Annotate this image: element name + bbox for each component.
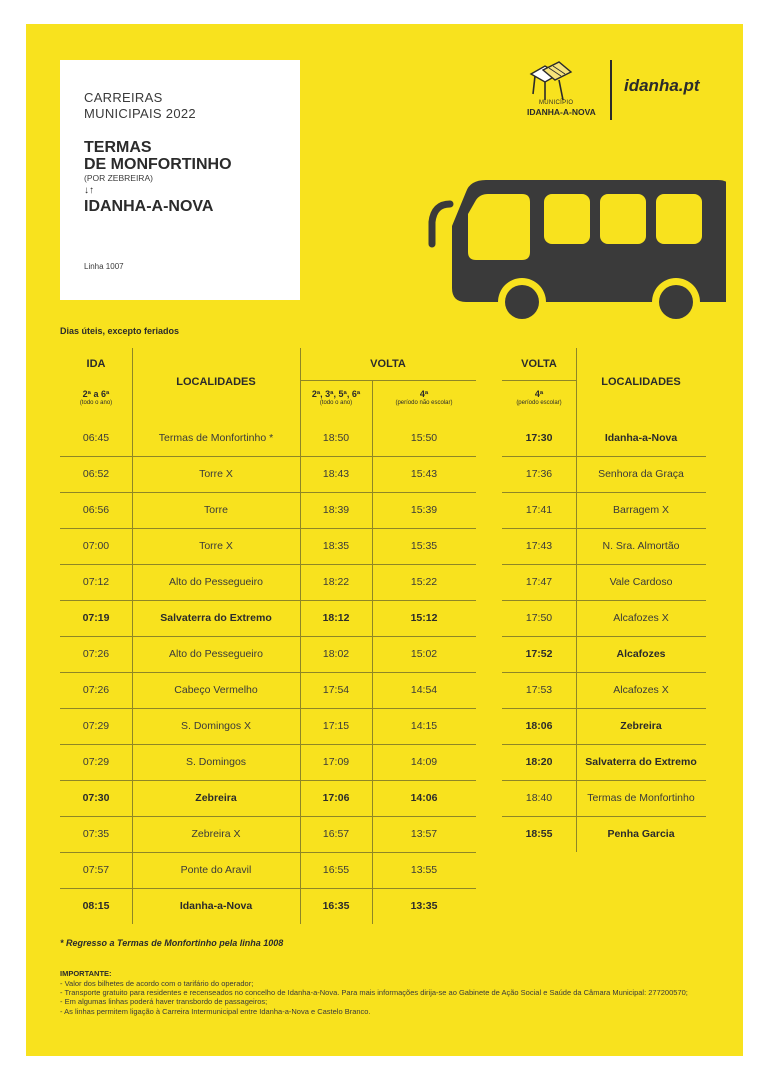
- volta-wednesday-time-cell: 15:50: [410, 432, 438, 444]
- volta-wednesday-time-cell: 15:43: [410, 468, 438, 480]
- important-note: - As linhas permitem ligação à Carreira Intermunicipal entre Idanha-a-Nova e Castelo Branco.: [60, 1006, 371, 1016]
- logo-divider: [610, 60, 612, 120]
- ida-time-cell: 07:26: [82, 684, 110, 696]
- right-locality-cell: Barragem X: [612, 504, 670, 516]
- volta-weekday-time-cell: 17:06: [322, 792, 350, 804]
- volta-wednesday-time-cell: 14:54: [410, 684, 438, 696]
- title-pre-line-2: MUNICIPAIS 2022: [84, 106, 196, 121]
- table-divider: [300, 380, 476, 381]
- volta-wednesday-header: 4ª (período não escolar): [372, 389, 476, 407]
- ida-time-cell: 07:26: [82, 648, 110, 660]
- volta-weekday-time-cell: 17:54: [322, 684, 350, 696]
- route-destination: IDANHA-A-NOVA: [84, 198, 214, 215]
- footnote: * Regresso a Termas de Monfortinho pela linha 1008: [60, 938, 284, 948]
- right-locality-cell: Penha Garcia: [607, 828, 675, 840]
- right-volta-days-note: (período escolar): [516, 400, 562, 406]
- ida-time-cell: 07:35: [82, 828, 110, 840]
- locality-cell: Zebreira: [195, 792, 237, 804]
- locality-cell: Torre X: [199, 468, 233, 480]
- volta-weekday-time-cell: 18:43: [322, 468, 350, 480]
- table-divider: [502, 380, 576, 381]
- volta-weekday-time-cell: 17:15: [322, 720, 350, 732]
- right-localidades-header: LOCALIDADES: [601, 376, 681, 388]
- volta-weekday-time-cell: 18:35: [322, 540, 350, 552]
- volta-wednesday-time-cell: 15:12: [410, 612, 438, 624]
- poster: [26, 24, 743, 1056]
- ida-time-cell: 07:29: [82, 720, 110, 732]
- ida-time-cell: 08:15: [82, 900, 110, 912]
- right-locality-cell: Alcafozes X: [613, 612, 669, 624]
- volta-wednesday-time-cell: 15:22: [410, 576, 438, 588]
- locality-cell: Idanha-a-Nova: [179, 900, 253, 912]
- locality-cell: Ponte do Aravil: [180, 864, 252, 876]
- right-locality-cell: Termas de Monfortinho: [587, 792, 695, 804]
- right-volta-time-cell: 18:40: [525, 792, 553, 804]
- right-volta-time-cell: 17:36: [525, 468, 553, 480]
- logo-small-text: MUNICÍPIO: [539, 100, 574, 106]
- route-origin-line-1: TERMAS: [84, 139, 152, 156]
- volta-wednesday-time-cell: 15:39: [410, 504, 438, 516]
- right-locality-cell: N. Sra. Almortão: [602, 540, 680, 552]
- locality-cell: Torre X: [199, 540, 233, 552]
- right-volta-time-cell: 17:50: [525, 612, 553, 624]
- website-label: idanha.pt: [624, 76, 700, 95]
- right-locality-cell: Alcafozes X: [613, 684, 669, 696]
- volta-weekday-time-cell: 16:57: [322, 828, 350, 840]
- volta-weekdays-note: (todo o ano): [319, 400, 353, 406]
- locality-cell: Cabeço Vermelho: [174, 684, 258, 696]
- important-notes: [60, 979, 710, 1016]
- volta-weekday-time-cell: 18:02: [322, 648, 350, 660]
- schedule-days-label: Dias úteis, excepto feriados: [60, 326, 180, 336]
- right-volta-time-cell: 18:20: [525, 756, 553, 768]
- right-volta-time-cell: 17:43: [525, 540, 553, 552]
- volta-weekday-time-cell: 18:50: [322, 432, 350, 444]
- ida-time-cell: 07:19: [82, 612, 110, 624]
- right-locality-cell: Idanha-a-Nova: [604, 432, 678, 444]
- ida-header: IDA: [86, 358, 106, 370]
- volta-wednesday-time-cell: 14:09: [410, 756, 438, 768]
- ida-days-header: 2ª a 6ª (todo o ano): [60, 389, 132, 407]
- ida-time-cell: 06:45: [82, 432, 110, 444]
- volta-wednesday-note: (período não escolar): [395, 400, 453, 406]
- volta-weekday-time-cell: 18:39: [322, 504, 350, 516]
- right-locality-cell: Salvaterra do Extremo: [585, 756, 697, 768]
- right-volta-time-cell: 17:47: [525, 576, 553, 588]
- ida-time-cell: 07:30: [82, 792, 110, 804]
- right-volta-time-cell: 18:55: [525, 828, 553, 840]
- volta-weekday-time-cell: 18:12: [322, 612, 350, 624]
- title-pre-line-1: CARREIRAS: [84, 90, 163, 105]
- line-number: Linha 1007: [84, 262, 124, 271]
- route-via: (POR ZEBREIRA): [84, 173, 153, 183]
- important-note: - Valor dos bilhetes de acordo com o tarifário do operador;: [60, 979, 254, 988]
- route-origin-line-2: DE MONFORTINHO: [84, 156, 232, 173]
- volta-wednesday-time-cell: 15:02: [410, 648, 438, 660]
- locality-cell: Alto do Pessegueiro: [169, 576, 263, 588]
- volta-weekday-time-cell: 16:55: [322, 864, 350, 876]
- locality-cell: S. Domingos: [185, 756, 247, 768]
- right-volta-time-cell: 17:52: [525, 648, 553, 660]
- logo-name: IDANHA-A-NOVA: [527, 107, 596, 117]
- locality-cell: Zebreira X: [191, 828, 241, 840]
- locality-cell: Salvaterra do Extremo: [160, 612, 272, 624]
- ida-time-cell: 07:57: [82, 864, 110, 876]
- volta-wednesday-time-cell: 13:55: [410, 864, 438, 876]
- volta-weekday-time-cell: 18:22: [322, 576, 350, 588]
- locality-cell: Torre: [204, 504, 228, 516]
- right-volta-time-cell: 17:41: [525, 504, 553, 516]
- right-locality-cell: Alcafozes: [616, 648, 666, 660]
- volta-wednesday-time-cell: 14:06: [410, 792, 438, 804]
- right-locality-cell: Zebreira: [620, 720, 662, 732]
- locality-cell: Alto do Pessegueiro: [169, 648, 263, 660]
- volta-wednesday-time-cell: 13:35: [410, 900, 438, 912]
- right-volta-header: VOLTA: [521, 358, 557, 370]
- important-title: IMPORTANTE:: [60, 969, 112, 978]
- right-volta-time-cell: 17:53: [525, 684, 553, 696]
- volta-weekdays-header: 2ª, 3ª, 5ª, 6ª (todo o ano): [300, 389, 372, 407]
- volta-weekday-time-cell: 16:35: [322, 900, 350, 912]
- important-note: - Transporte gratuito para residentes e recenseados no concelho de Idanha-a-Nova. Para mais informações dirija-se ao Gabinete de Ação Social e Saúde da Câmara Municipal: 277200570;: [60, 988, 688, 998]
- municipality-logo-icon: [525, 60, 575, 102]
- right-volta-time-cell: 18:06: [525, 720, 553, 732]
- ida-time-cell: 06:56: [82, 504, 110, 516]
- locality-cell: Termas de Monfortinho *: [158, 432, 274, 444]
- locality-cell: S. Domingos X: [180, 720, 252, 732]
- route-direction-icon: ↓↑: [84, 185, 94, 196]
- ida-time-cell: 07:29: [82, 756, 110, 768]
- volta-wednesday-time-cell: 15:35: [410, 540, 438, 552]
- volta-wednesday-time-cell: 13:57: [410, 828, 438, 840]
- ida-time-cell: 07:00: [82, 540, 110, 552]
- right-volta-days-header: 4ª (período escolar): [502, 389, 576, 407]
- right-volta-time-cell: 17:30: [525, 432, 553, 444]
- localidades-header: LOCALIDADES: [176, 376, 256, 388]
- volta-wednesday-time-cell: 14:15: [410, 720, 438, 732]
- volta-weekday-time-cell: 17:09: [322, 756, 350, 768]
- important-note: - Em algumas linhas poderá haver transbordo de passageiros;: [60, 997, 268, 1007]
- ida-time-cell: 06:52: [82, 468, 110, 480]
- title-box: [60, 60, 300, 300]
- right-locality-cell: Vale Cardoso: [609, 576, 673, 588]
- ida-time-cell: 07:12: [82, 576, 110, 588]
- volta-header: VOLTA: [370, 358, 406, 370]
- ida-days-note: (todo o ano): [79, 400, 113, 406]
- right-locality-cell: Senhora da Graça: [598, 468, 684, 480]
- bus-icon: [426, 174, 726, 324]
